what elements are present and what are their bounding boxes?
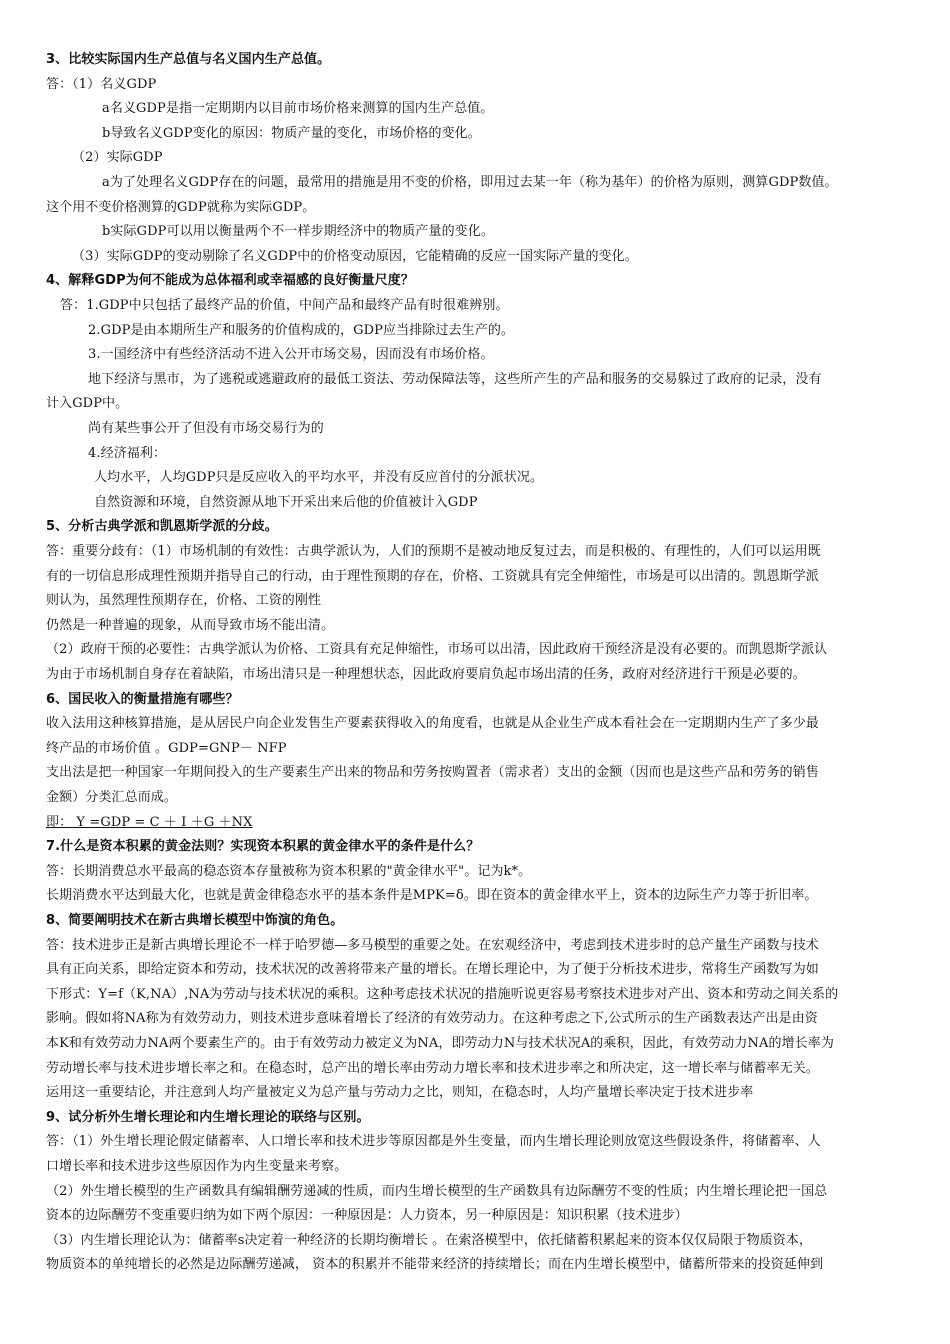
text-line: （2）政府干预的必要性：古典学派认为价格、工资具有充足伸缩性，市场可以出清，因此政府干预经济是没有必要的。而凯恩斯学派认 xyxy=(46,642,828,658)
section-heading: 5、分析古典学派和凯恩斯学派的分歧。 xyxy=(46,519,278,535)
text-line: 答：（1）名义GDP xyxy=(46,76,157,92)
text-line: 运用这一重要结论，并注意到人均产量被定义为总产量与劳动力之比，则知，在稳态时，人均产量增长率决定于技术进步率 xyxy=(46,1085,754,1101)
text-line: 口增长率和技术进步这些原因作为内生变量来考察。 xyxy=(46,1159,348,1174)
text-line: 自然资源和环境，自然资源从地下开采出来后他的价值被计入GDP xyxy=(94,494,478,510)
text-line: 支出法是把一种国家一年期间投入的生产要素生产出来的物品和劳务按购置者（需求者）支出的金额（因而也是这些产品和劳务的销售 xyxy=(46,765,819,781)
text-line: 4.经济福利： xyxy=(88,445,167,461)
text-line: 资本的边际酬劳不变重要归纳为如下两个原因：一种原因是：人力资本，另一种原因是：知识积累（技术进步） xyxy=(46,1208,688,1224)
text-line: 地下经济与黑市，为了逃税或逃避政府的最低工资法、劳动保障法等，这些所产生的产品和服务的交易躲过了政府的记录，没有 xyxy=(88,371,822,387)
section-heading: 6、国民收入的衡量措施有哪些？ xyxy=(46,691,239,707)
section-heading: 7.什么是资本积累的黄金法则？实现资本积累的黄金律水平的条件是什么？ xyxy=(46,839,480,855)
text-line: 答：重要分歧有：（1）市场机制的有效性：古典学派认为，人们的预期不是被动地反复过去，而是积极的、有理性的，人们可以运用既 xyxy=(46,544,821,559)
text-line: 这个用不变价格测算的GDP就称为实际GDP。 xyxy=(46,199,316,215)
text-line: 计入GDP中。 xyxy=(46,396,129,412)
section-heading: 3、比较实际国内生产总值与名义国内生产总值。 xyxy=(46,52,331,67)
text-line: 尚有某些事公开了但没有市场交易行为的 xyxy=(88,421,324,436)
text-line: 3.一国经济中有些经济活动不进入公开市场交易，因而没有市场价格。 xyxy=(88,347,494,363)
text-line: 下形式：Y=f（K,NA）,NA为劳动与技术状况的乘积。这种考虑技术状况的措施听说更容易考察技术进步对产出、资本和劳动之间关系的 xyxy=(46,986,839,1002)
text-line: b导致名义GDP变化的原因：物质产量的变化，市场价格的变化。 xyxy=(102,125,481,141)
text-line: 长期消费水平达到最大化，也就是黄金律稳态水平的基本条件是MPK=δ。即在资本的黄金律水平上，资本的边际生产力等于折旧率。 xyxy=(46,888,818,904)
text-line: a为了处理名义GDP存在的问题，最常用的措施是用不变的价格，即用过去某一年（称为基年）的价格为原则，测算GDP数值。 xyxy=(102,175,838,190)
text-line: 物质资本的单纯增长的必然是边际酬劳递减， 资本的积累并不能带来经济的持续增长；而在内生增长模型中，储蓄所带来的投资延伸到 xyxy=(46,1257,824,1273)
text-line: a名义GDP是指一定期期内以目前市场价格来测算的国内生产总值。 xyxy=(102,101,494,117)
text-line: 人均水平，人均GDP只是反应收入的平均水平，并没有反应首付的分派状况。 xyxy=(94,470,544,486)
text-line: 答：长期消费总水平最高的稳态资本存量被称为资本积累的"黄金律水平"。记为k*。 xyxy=(46,863,532,879)
text-line: 为由于市场机制自身存在着缺陷，市场出清只是一种理想状态，因此政府要肩负起市场出清的任务，政府对经济进行干预是必要的。 xyxy=(46,667,806,682)
text-line: （2）实际GDP xyxy=(72,150,163,166)
text-line: 2.GDP是由本期所生产和服务的价值构成的，GDP应当排除过去生产的。 xyxy=(88,322,515,338)
section-heading: 8、简要阐明技术在新古典增长模型中饰演的角色。 xyxy=(46,913,344,928)
text-line: 则认为，虽然理性预期存在，价格、工资的刚性 xyxy=(46,593,322,609)
text-line: （3）内生增长理论认为：储蓄率s决定着一种经济的长期均衡增长 。在索洛模型中，依托储蓄积累起来的资本仅仅局限于物质资本， xyxy=(46,1232,813,1248)
text-line: 劳动增长率与技术进步增长率之和。在稳态时，总产出的增长率由劳动力增长率和技术进步率之和所决定，这一增长率与储蓄率无关。 xyxy=(46,1060,819,1076)
text-line: 本K和有效劳动力NA两个要素生产的。由于有效劳动力被定义为NA，即劳动力N与技术状况A的乘积，因此，有效劳动力NA的增长率为 xyxy=(46,1036,834,1051)
text-line: 具有正向关系，即给定资本和劳动，技术状况的改善将带来产量的增长。在增长理论中，为了便于分析技术进步，常将生产函数写为如 xyxy=(46,962,819,978)
text-line: （3）实际GDP的变动剔除了名义GDP中的价格变动原因，它能精确的反应一国实际产量的变化。 xyxy=(72,248,638,264)
text-line: 收入法用这种核算措施，是从居民户向企业发售生产要素获得收入的角度看，也就是从企业生产成本看社会在一定期期内生产了多少最 xyxy=(46,716,819,732)
text-line: 金额）分类汇总而成。 xyxy=(46,790,178,805)
text-line: 仍然是一种普遍的现象，从而导致市场不能出清。 xyxy=(46,617,335,633)
text-line: 终产品的市场价值 。GDP=GNP－ NFP xyxy=(46,740,287,756)
text-line: 答：（1）外生增长理论假定储蓄率、人口增长率和技术进步等原因都是外生变量，而内生增长理论则放宽这些假设条件，将储蓄率、人 xyxy=(46,1134,821,1150)
text-line: 有的一切信息形成理性预期并指导自己的行动，由于理性预期的存在，价格、工资就具有完全伸缩性，市场是可以出清的。凯恩斯学派 xyxy=(46,568,819,584)
text-line: b实际GDP可以用以衡量两个不一样步期经济中的物质产量的变化。 xyxy=(102,224,494,240)
text-line: （2）外生增长模型的生产函数具有编辑酬劳递减的性质，而内生增长模型的生产函数具有边际酬劳不变的性质；内生增长理论把一国总 xyxy=(46,1183,828,1199)
text-line: 即： Y =GDP = C ＋ I ＋G ＋NX xyxy=(46,814,253,830)
section-heading: 4、解释GDP为何不能成为总体福利或幸福感的良好衡量尺度？ xyxy=(46,273,414,289)
text-line: 答：1.GDP中只包括了最终产品的价值，中间产品和最终产品有时很难辨别。 xyxy=(60,298,509,313)
section-heading: 9、试分析外生增长理论和内生增长理论的联络与区别。 xyxy=(46,1109,370,1125)
text-line: 答：技术进步正是新古典增长理论不一样于哈罗德—多马模型的重要之处。在宏观经济中，考虑到技术进步时的总产量生产函数与技术 xyxy=(46,937,819,953)
text-line: 影响。假如将NA称为有效劳动力，则技术进步意味着增长了经济的有效劳动力。在这种考虑之下,公式所示的生产函数表达产出是由资 xyxy=(46,1011,818,1027)
